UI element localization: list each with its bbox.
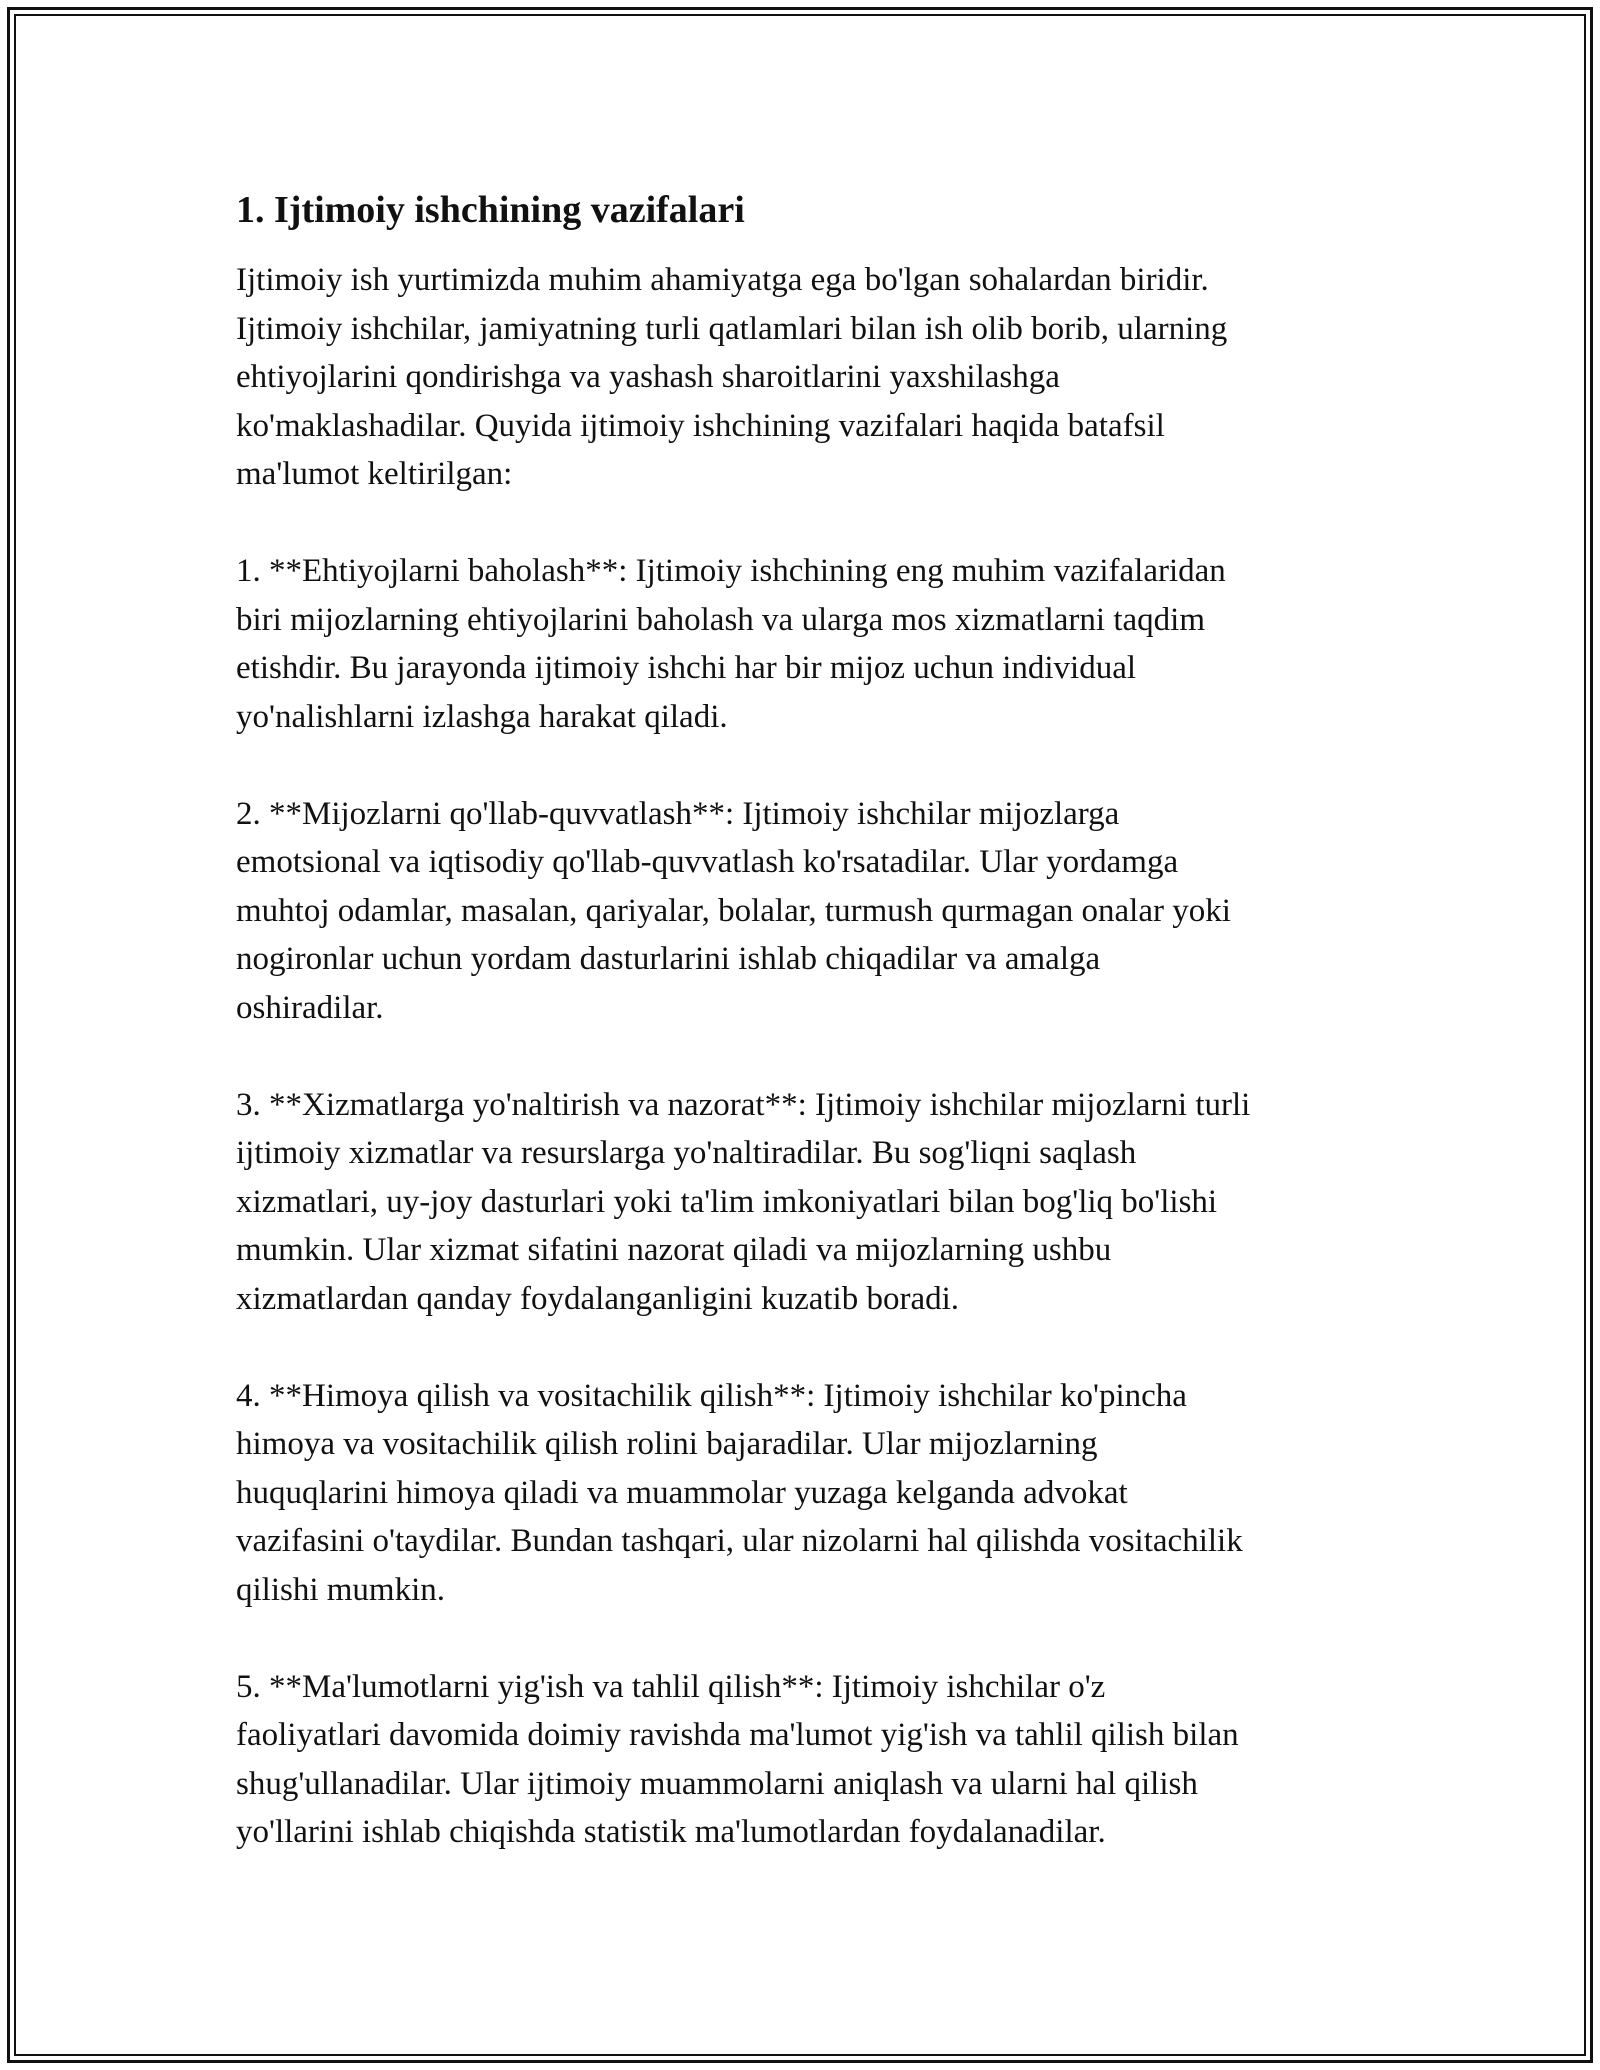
document-body <box>236 186 1376 1905</box>
list-item-referral-monitoring: 3. **Xizmatlarga yo'naltirish va nazorat**: Ijtimoiy ishchilar mijozlarni turli ijtimoiy xizmatlar va resurslarga yo'naltiradilar. Bu sog'liqni saqlash xizmatlari, uy-joy dasturlari yoki ta'lim imkoniyatlari bilan bog'liq bo'lishi mumkin. Ular xizmat sifatini nazorat qiladi va mijozlarning ushbu xizmatlardan qanday foydalanganligini kuzatib boradi. <box>236 1086 1251 1317</box>
list-item-advocacy-mediation: 4. **Himoya qilish va vositachilik qilish**: Ijtimoiy ishchilar ko'pincha himoya va vositachilik qilish rolini bajaradilar. Ular mijozlarning huquqlarini himoya qiladi va muammolar yuzaga kelganda advokat vazifasini o'taydilar. Bundan tashqari, ular nizolarni hal qilishda vositachilik qilishi mumkin. <box>236 1377 1243 1608</box>
list-item-needs-assessment: 1. **Ehtiyojlarni baholash**: Ijtimoiy ishchining eng muhim vazifalaridan biri mijozlarning ehtiyojlarini baholash va ularga mos xizmatlarni taqdim etishdir. Bu jarayonda ijtimoiy ishchi har bir mijoz uchun individual yo'nalishlarni izlashga harakat qiladi. <box>236 553 1226 735</box>
list-item-data-collection: 5. **Ma'lumotlarni yig'ish va tahlil qilish**: Ijtimoiy ishchilar o'z faoliyatlari davomida doimiy ravishda ma'lumot yig'ish va tahlil qilish bilan shug'ullanadilar. Ular ijtimoiy muammolarni aniqlash va ularni hal qilish yo'llarini ishlab chiqishda statistik ma'lumotlardan foydalanadilar. <box>236 1668 1239 1850</box>
list-item-client-support: 2. **Mijozlarni qo'llab-quvvatlash**: Ijtimoiy ishchilar mijozlarga emotsional va iqtisodiy qo'llab-quvvatlash ko'rsatadilar. Ular yordamga muhtoj odamlar, masalan, qariyalar, bolalar, turmush qurmagan onalar yoki nogironlar uchun yordam dasturlarini ishlab chiqadilar va amalga oshiradilar. <box>236 795 1231 1026</box>
intro-paragraph: Ijtimoiy ish yurtimizda muhim ahamiyatga ega bo'lgan sohalardan biridir. Ijtimoiy ishchilar, jamiyatning turli qatlamlari bilan ish olib borib, ularning ehtiyojlarini qondirishga va yashash sharoitlarini yaxshilashga ko'maklashadilar. Quyida ijtimoiy ishchining vazifalari haqida batafsil ma'lumot keltirilgan: <box>236 262 1228 492</box>
document-title: 1. Ijtimoiy ishchining vazifalari <box>236 189 745 231</box>
